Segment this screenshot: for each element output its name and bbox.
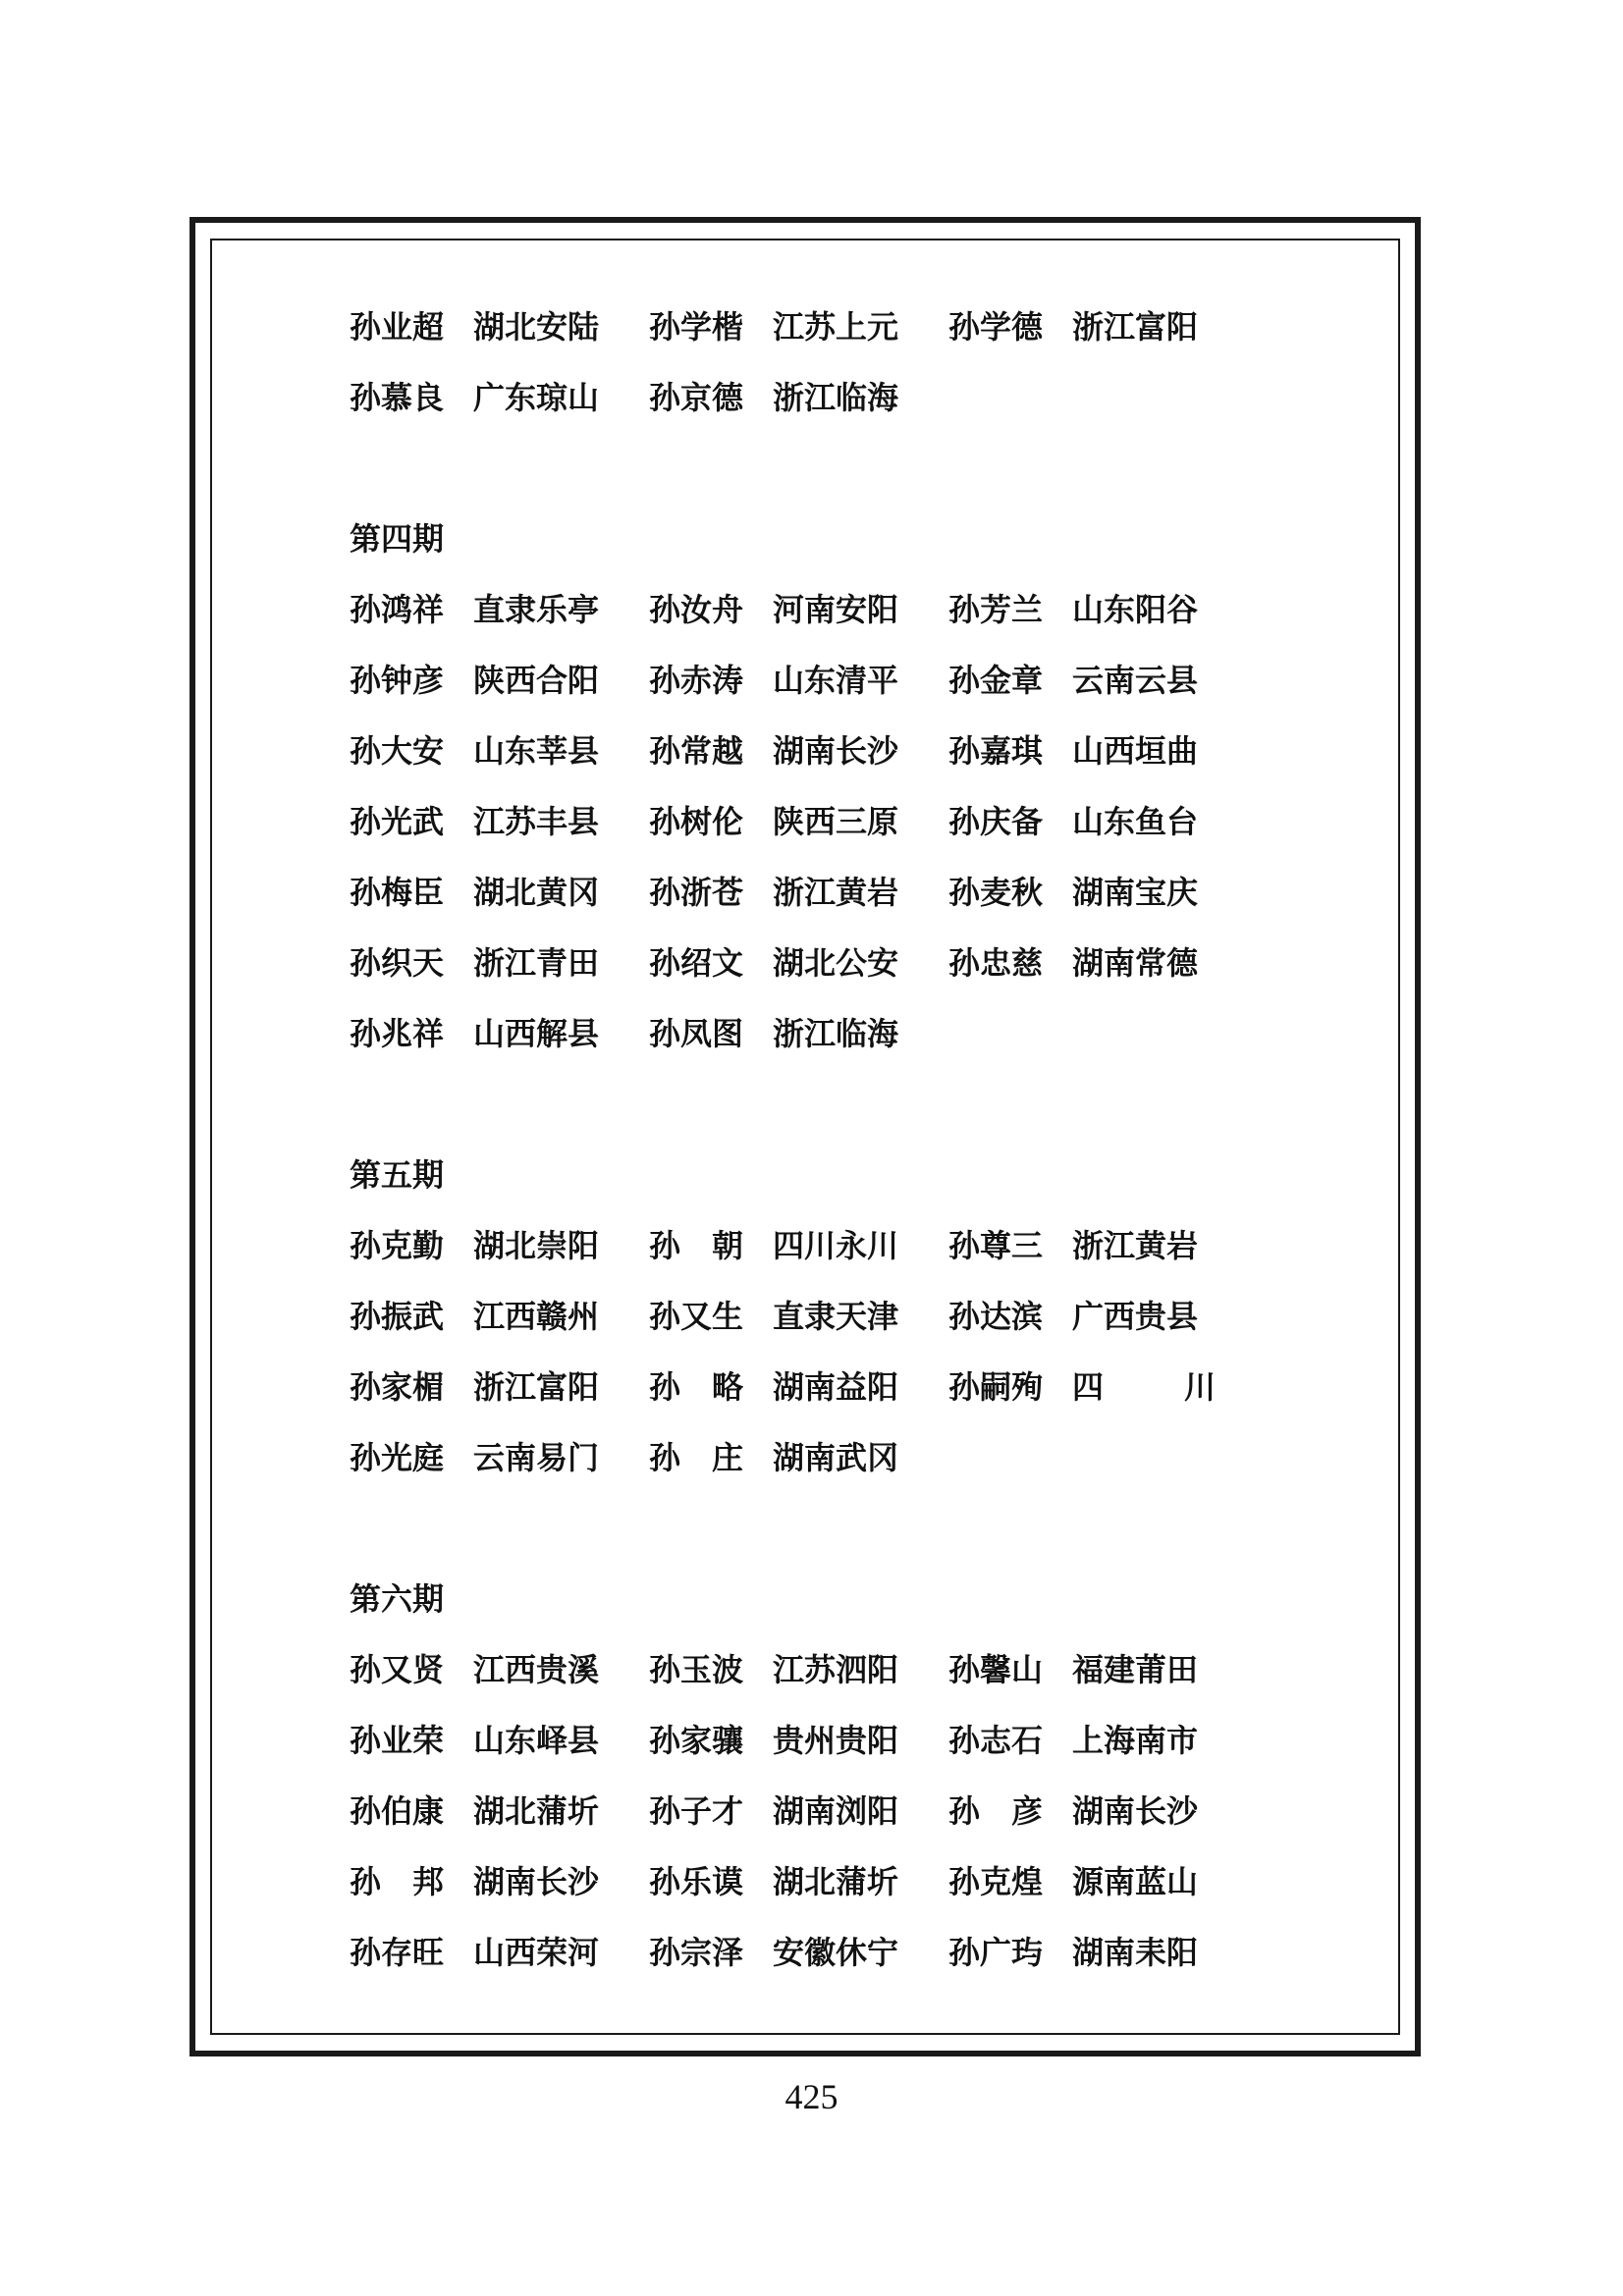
- person-name: 孙浙苍: [649, 874, 744, 911]
- roster-entry: [948, 1846, 1248, 1917]
- native-place: 湖北蒲圻: [473, 1792, 600, 1830]
- native-place: 直隶乐亭: [473, 591, 600, 628]
- person-name: 孙树伦: [649, 803, 744, 840]
- person-name: 孙麦秋: [948, 874, 1044, 911]
- person-name: 孙鸿祥: [350, 591, 445, 628]
- native-place: 陕西合阳: [473, 662, 600, 699]
- person-name: 孙振武: [350, 1298, 445, 1335]
- native-place: 湖南武冈: [773, 1439, 899, 1476]
- person-name: 孙学德: [948, 308, 1044, 346]
- native-place: 湖南长沙: [473, 1863, 600, 1900]
- section-title: 第四期: [350, 520, 445, 558]
- roster-entry: [350, 292, 649, 362]
- person-name: 孙嗣殉: [948, 1368, 1044, 1406]
- native-place: 湖北公安: [773, 944, 899, 982]
- roster-entry: [649, 362, 948, 433]
- place-char: 四: [1072, 1368, 1105, 1406]
- roster-entry: [948, 1281, 1248, 1352]
- native-place: 浙江临海: [773, 1015, 899, 1052]
- roster-row: [350, 1776, 1233, 1846]
- native-place: 湖北安陆: [473, 308, 600, 346]
- person-name: 孙家楣: [350, 1368, 445, 1406]
- roster-row: [350, 1705, 1233, 1776]
- person-name: 孙嘉琪: [948, 732, 1044, 770]
- native-place: 湖南益阳: [773, 1368, 899, 1406]
- roster-entry: [948, 1210, 1248, 1281]
- person-name: 孙玉波: [649, 1651, 744, 1688]
- roster-entry: [649, 716, 948, 786]
- roster-entry: [350, 928, 649, 998]
- roster-row: [350, 857, 1233, 928]
- roster-entry: [350, 998, 649, 1069]
- person-name: 孙光庭: [350, 1439, 445, 1476]
- native-place: 山西解县: [473, 1015, 600, 1052]
- person-name: 孙 邦: [350, 1863, 445, 1900]
- native-place: 山东峄县: [473, 1722, 600, 1759]
- roster-entry: [350, 1281, 649, 1352]
- person-name: 孙织天: [350, 944, 445, 982]
- native-place: 云南云县: [1072, 662, 1199, 699]
- roster-section: [350, 1564, 1233, 1988]
- person-name: 孙馨山: [948, 1651, 1044, 1688]
- person-name: 孙又生: [649, 1298, 744, 1335]
- roster-entry: [948, 645, 1248, 716]
- roster-entry: [948, 786, 1248, 857]
- native-place: 陕西三原: [773, 803, 899, 840]
- person-name: 孙兆祥: [350, 1015, 445, 1052]
- person-name: 孙忠慈: [948, 944, 1044, 982]
- roster-row: [350, 1352, 1233, 1422]
- native-place: 直隶天津: [773, 1298, 899, 1335]
- roster-row: [350, 1422, 1233, 1493]
- person-name: 孙 庄: [649, 1439, 744, 1476]
- roster-entry: [350, 1352, 649, 1422]
- person-name: 孙大安: [350, 732, 445, 770]
- roster-entry: [350, 1634, 649, 1705]
- roster-entry: [649, 928, 948, 998]
- roster-entry: [649, 1281, 948, 1352]
- native-place: 源南蓝山: [1072, 1863, 1199, 1900]
- roster-entry: [948, 1705, 1248, 1776]
- roster-entry: [350, 1422, 649, 1493]
- native-place: 江西贵溪: [473, 1651, 600, 1688]
- person-name: 孙梅臣: [350, 874, 445, 911]
- roster-entry: [649, 1917, 948, 1988]
- person-name: 孙钟彦: [350, 662, 445, 699]
- roster-row: [350, 1917, 1233, 1988]
- roster-entry: [948, 928, 1248, 998]
- roster-entry: [649, 1352, 948, 1422]
- roster-row: [350, 1281, 1233, 1352]
- person-name: 孙志石: [948, 1722, 1044, 1759]
- native-place: 江苏丰县: [473, 803, 600, 840]
- native-place: 浙江富阳: [1072, 308, 1199, 346]
- roster-row: [350, 1846, 1233, 1917]
- person-name: 孙又贤: [350, 1651, 445, 1688]
- place-char: 川: [1183, 1368, 1216, 1406]
- roster-entry: [649, 998, 948, 1069]
- person-name: 孙常越: [649, 732, 744, 770]
- roster-section: [350, 292, 1233, 433]
- roster-entry: [948, 292, 1248, 362]
- native-place: 云南易门: [473, 1439, 600, 1476]
- native-place: 江西赣州: [473, 1298, 600, 1335]
- roster-row: [350, 928, 1233, 998]
- person-name: 孙绍文: [649, 944, 744, 982]
- person-name: 孙金章: [948, 662, 1044, 699]
- roster-entry: [649, 645, 948, 716]
- roster-entry: [350, 645, 649, 716]
- roster-content: [350, 292, 1233, 1988]
- native-place: 山东鱼台: [1072, 803, 1199, 840]
- native-place: 湖北黄冈: [473, 874, 600, 911]
- roster-row: [350, 292, 1233, 362]
- roster-entry: [350, 574, 649, 645]
- roster-row: [350, 998, 1233, 1069]
- person-name: 孙 朝: [649, 1227, 744, 1264]
- roster-entry: [649, 292, 948, 362]
- roster-entry: [350, 1210, 649, 1281]
- roster-row: [350, 716, 1233, 786]
- person-name: 孙汝舟: [649, 591, 744, 628]
- person-name: 孙光武: [350, 803, 445, 840]
- roster-entry: [649, 1210, 948, 1281]
- native-place: 山东清平: [773, 662, 899, 699]
- roster-row: [350, 362, 1233, 433]
- native-place: 湖北蒲圻: [773, 1863, 899, 1900]
- person-name: 孙克勤: [350, 1227, 445, 1264]
- roster-entry: [350, 1846, 649, 1917]
- roster-section: [350, 504, 1233, 1069]
- native-place: 福建莆田: [1072, 1651, 1199, 1688]
- roster-row: [350, 574, 1233, 645]
- roster-entry: [649, 1634, 948, 1705]
- native-place: 浙江临海: [773, 379, 899, 416]
- native-place: 湖南宝庆: [1072, 874, 1199, 911]
- roster-entry: [649, 574, 948, 645]
- native-place: 江苏上元: [773, 308, 899, 346]
- native-place: 山西垣曲: [1072, 732, 1199, 770]
- native-place: [1072, 1352, 1216, 1422]
- roster-row: [350, 1634, 1233, 1705]
- person-name: 孙庆备: [948, 803, 1044, 840]
- native-place: 广西贵县: [1072, 1298, 1199, 1335]
- roster-entry: [350, 1776, 649, 1846]
- roster-section: [350, 1140, 1233, 1493]
- roster-row: [350, 645, 1233, 716]
- roster-entry: [649, 786, 948, 857]
- native-place: 贵州贵阳: [773, 1722, 899, 1759]
- person-name: 孙子才: [649, 1792, 744, 1830]
- native-place: 河南安阳: [773, 591, 899, 628]
- roster-entry: [649, 1776, 948, 1846]
- person-name: 孙学楷: [649, 308, 744, 346]
- person-name: 孙存旺: [350, 1934, 445, 1971]
- roster-entry: [948, 716, 1248, 786]
- native-place: 山东阳谷: [1072, 591, 1199, 628]
- roster-entry: [350, 716, 649, 786]
- person-name: 孙家骧: [649, 1722, 744, 1759]
- person-name: 孙 略: [649, 1368, 744, 1406]
- roster-entry: [649, 1705, 948, 1776]
- person-name: 孙业荣: [350, 1722, 445, 1759]
- person-name: 孙克煌: [948, 1863, 1044, 1900]
- roster-entry: [350, 1705, 649, 1776]
- person-name: 孙伯康: [350, 1792, 445, 1830]
- native-place: 湖南长沙: [1072, 1792, 1199, 1830]
- person-name: 孙 彦: [948, 1792, 1044, 1830]
- roster-entry: [948, 1917, 1248, 1988]
- roster-entry: [350, 1917, 649, 1988]
- person-name: 孙芳兰: [948, 591, 1044, 628]
- roster-entry: [649, 1846, 948, 1917]
- roster-row: [350, 1210, 1233, 1281]
- person-name: 孙慕良: [350, 379, 445, 416]
- native-place: 湖南浏阳: [773, 1792, 899, 1830]
- native-place: 浙江富阳: [473, 1368, 600, 1406]
- section-title: 第六期: [350, 1580, 445, 1618]
- native-place: 湖南长沙: [773, 732, 899, 770]
- person-name: 孙宗泽: [649, 1934, 744, 1971]
- person-name: 孙业超: [350, 308, 445, 346]
- native-place: 安徽休宁: [773, 1934, 899, 1971]
- native-place: 湖南常德: [1072, 944, 1199, 982]
- roster-entry: [948, 1776, 1248, 1846]
- roster-entry: [350, 362, 649, 433]
- section-title: 第五期: [350, 1156, 445, 1194]
- native-place: 湖北崇阳: [473, 1227, 600, 1264]
- native-place: 浙江黄岩: [1072, 1227, 1199, 1264]
- roster-entry: [350, 786, 649, 857]
- native-place: 上海南市: [1072, 1722, 1199, 1759]
- roster-entry: [649, 1422, 948, 1493]
- roster-entry: [350, 857, 649, 928]
- native-place: 湖南耒阳: [1072, 1934, 1199, 1971]
- person-name: 孙凤图: [649, 1015, 744, 1052]
- person-name: 孙广玙: [948, 1934, 1044, 1971]
- roster-row: [350, 786, 1233, 857]
- roster-entry: [948, 1634, 1248, 1705]
- native-place: 广东琼山: [473, 379, 600, 416]
- native-place: 山东莘县: [473, 732, 600, 770]
- roster-entry: [649, 857, 948, 928]
- native-place: 浙江黄岩: [773, 874, 899, 911]
- person-name: 孙京德: [649, 379, 744, 416]
- native-place: 四川永川: [773, 1227, 899, 1264]
- person-name: 孙尊三: [948, 1227, 1044, 1264]
- roster-entry: [948, 857, 1248, 928]
- page-number: 425: [784, 2077, 839, 2116]
- person-name: 孙达滨: [948, 1298, 1044, 1335]
- person-name: 孙赤涛: [649, 662, 744, 699]
- native-place: 山西荣河: [473, 1934, 600, 1971]
- native-place: 江苏泗阳: [773, 1651, 899, 1688]
- roster-entry: [948, 574, 1248, 645]
- roster-entry: [948, 1352, 1248, 1422]
- native-place: 浙江青田: [473, 944, 600, 982]
- person-name: 孙乐谟: [649, 1863, 744, 1900]
